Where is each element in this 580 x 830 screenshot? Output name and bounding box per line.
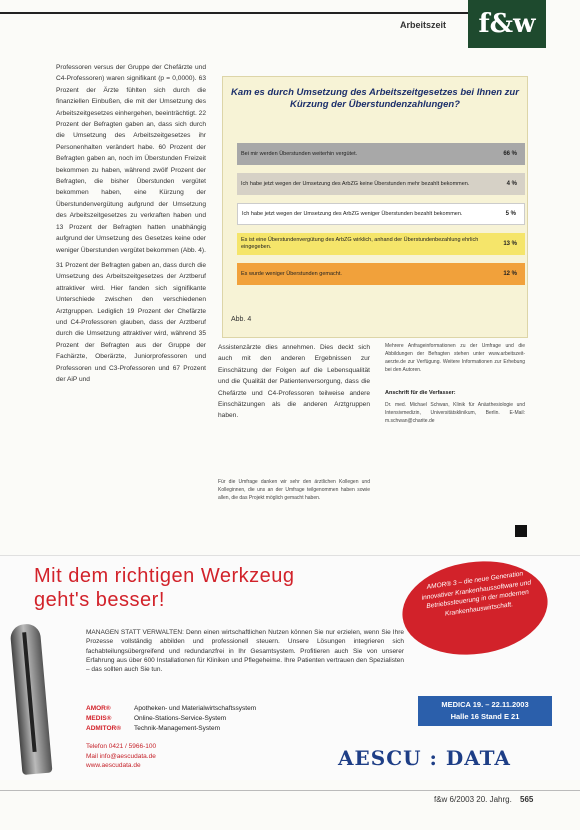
ad-mail-link[interactable]: Mail info@aescudata.de bbox=[86, 752, 156, 760]
product-desc: Apotheken- und Materialwirtschaftssystem bbox=[134, 705, 257, 712]
ad-phone: Telefon 0421 / 5966-100 bbox=[86, 743, 157, 750]
pen-illustration bbox=[10, 623, 53, 775]
section-label: Arbeitszeit bbox=[400, 20, 447, 30]
end-mark bbox=[515, 525, 527, 537]
page-number: 565 bbox=[520, 795, 534, 804]
event-name: MEDICA 19. – 22.11.2003 bbox=[441, 700, 529, 709]
product-code: ADMITOR® bbox=[86, 725, 122, 732]
article-left-column bbox=[56, 62, 206, 542]
mid-text: Assistenzärzte dies annehmen. Dies deckt sich auch mit den anderen Ergebnissen zur Einschätzung der Folgen auf die Lebensqualität und die Qualität der Patientenversorgung, dass die Chefärzte und C4-Professoren teilweise andere Einschätzungen als die anderen Arztgruppen haben. bbox=[218, 344, 370, 420]
bar-value-label: 66 % bbox=[503, 150, 517, 157]
chart-title: Kam es durch Umsetzung des Arbeitszeitgesetzes bei Ihnen zur Kürzung der Überstundenzahlungen? bbox=[231, 87, 519, 110]
chart-caption: Abb. 4 bbox=[231, 316, 252, 323]
ad-product-row bbox=[86, 704, 256, 714]
footer-rule bbox=[0, 790, 580, 791]
ad-website-link[interactable]: www.aescudata.de bbox=[86, 762, 141, 769]
ad-contact bbox=[86, 742, 156, 771]
bar-label: Es ist eine Überstundenvergütung des ArbZG wirklich, anhand der Überstundenbezahlung ehrlich eingegeben. bbox=[241, 237, 479, 250]
ad-event-box bbox=[418, 696, 552, 726]
bar-label: Ich habe jetzt wegen der Umsetzung des ArbZG weniger Überstunden bezahlt bekommen. bbox=[242, 210, 463, 217]
bar-value-label: 12 % bbox=[503, 270, 517, 277]
author-address: Dr. med. Michael Schwan, Klinik für Anästhesiologie und Intensivmedizin, Universitätsklinikum, Berlin. E-Mail: m.schwan@charite.de bbox=[385, 402, 525, 425]
author-heading: Anschrift für die Verfasser: bbox=[385, 390, 456, 396]
footer-journal: f&w 6/2003 20. Jahrg. bbox=[434, 795, 512, 804]
ad-headline bbox=[34, 564, 295, 612]
bar-value-label: 13 % bbox=[503, 240, 517, 247]
aescudata-logo: AESCU : DATA bbox=[338, 746, 511, 770]
chart-bar bbox=[237, 263, 525, 285]
bar-label: Es wurde weniger Überstunden gemacht. bbox=[241, 270, 342, 277]
ad-body-text: MANAGEN STATT VERWALTEN: Denn einen wirtschaftlichen Nutzen können Sie nur erzielen, wenn Sie Ihre Prozesse vollständig abbilden und professionell steuern. Unsere Lösungen integrieren sich fachabteilungsübergreifend und redundanzfrei in Ihr Gesamtsystem. Profitieren auch Sie von unserer Erfahrung aus über 600 Installationen für Kliniken und Pflegeheime. Ihre Patienten vertrauen den Spezialisten – das sollten auch Sie tun. bbox=[86, 629, 404, 674]
bar-value-label: 5 % bbox=[505, 210, 516, 217]
ad-products bbox=[86, 704, 256, 734]
product-code: AMOR® bbox=[86, 705, 111, 712]
figure-abb-4 bbox=[222, 76, 528, 338]
journal-logo: f&w bbox=[468, 0, 546, 48]
article-right-column bbox=[385, 342, 525, 540]
ad-product-row bbox=[86, 714, 256, 724]
product-desc: Technik-Management-System bbox=[134, 725, 220, 732]
ad-headline-line-1: Mit dem richtigen Werkzeug bbox=[34, 565, 295, 587]
chart-bar bbox=[237, 233, 525, 255]
product-code: MEDIS® bbox=[86, 715, 112, 722]
chart-bar bbox=[237, 143, 525, 165]
event-stand: Halle 16 Stand E 21 bbox=[450, 712, 520, 721]
ad-product-row bbox=[86, 724, 256, 734]
bar-value-label: 4 % bbox=[506, 180, 517, 187]
article-mid-column bbox=[218, 342, 370, 540]
info-note: Mehrere Anfrageinformationen zu der Umfrage und die Abbildungen der Befragten stehen unter www.arbeitszeit-aerzte.de zur Verfügung. Weitere Informationen zur Erhebung bei den Autoren. bbox=[385, 343, 525, 373]
product-desc: Online-Stations-Service-System bbox=[134, 715, 227, 722]
left-paragraph-1: Professoren versus der Gruppe der Chefärzte und C4-Professoren) waren signifikant (p = 0,0000). 63 Prozent der Ärzte fühlten sich durch die finanziellen Einbußen, die mit der Umsetzung des Arbeitszeitgesetzes einhergehen, beeinträchtigt. 22 Prozent der Befragten gaben an, dass sich durch die Umsetzung des Arbeitszeitgesetzes ihr Personenhalten verändert habe. 60 Prozent der Befragten gaben an, noch im Überstunden Freizeit bekommen zu haben, während zwölf Prozent der Befragten, die bisher Überstunden vergütet bekommen haben, eine Kürzung der Überstundenvergütung aufgrund der Umsetzung des Arbeitszeitgesetzes zu verkraften haben und 13 Prozent der Befragten hatten unabhängig aufgrund der Umsetzung des Gesetzes keine oder weniger Überstunden vergütet bekommen (Abb. 4). bbox=[56, 64, 206, 254]
chart-bar bbox=[237, 203, 525, 225]
left-paragraph-2: 31 Prozent der Befragten gaben an, dass durch die Umsetzung des Arbeitszeitgesetzes der Arztberuf attraktiver wird. Hier fanden sich signifikante Unterschiede zwischen den verschiedenen Arztgruppen. Lediglich 19 Prozent der Chefärzte und C4-Professoren glauben, dass der Arztberuf durch die Umsetzung attraktiver wird, während 35 Prozent der Befragten aus der Gruppe der Fachärzte, Oberärzte, Juniorprofessoren und Professoren und C3-Professoren und 67 Prozent der AiP und bbox=[56, 261, 206, 383]
header-rule bbox=[0, 12, 468, 14]
chart-bar bbox=[237, 173, 525, 195]
ad-badge-text: AMOR® 3 – die neue Generation innovativer Krankenhaussoftware und Betriebssteuerung in der modernen Krankenhauswirtschaft. bbox=[421, 570, 532, 618]
advertisement bbox=[0, 555, 580, 780]
thanks-note: Für die Umfrage danken wir sehr den ärztlichen Kollegen und Kolleginnen, die uns an der Umfrage teilgenommen haben sowie allen, die das Projekt möglich gemacht haben. bbox=[218, 479, 370, 501]
ad-headline-line-2: geht's besser! bbox=[34, 589, 165, 611]
bar-label: Bei mir werden Überstunden weiterhin vergütet. bbox=[241, 150, 358, 157]
bar-label: Ich habe jetzt wegen der Umsetzung des ArbZG keine Überstunden mehr bezahlt bekommen. bbox=[241, 180, 470, 187]
